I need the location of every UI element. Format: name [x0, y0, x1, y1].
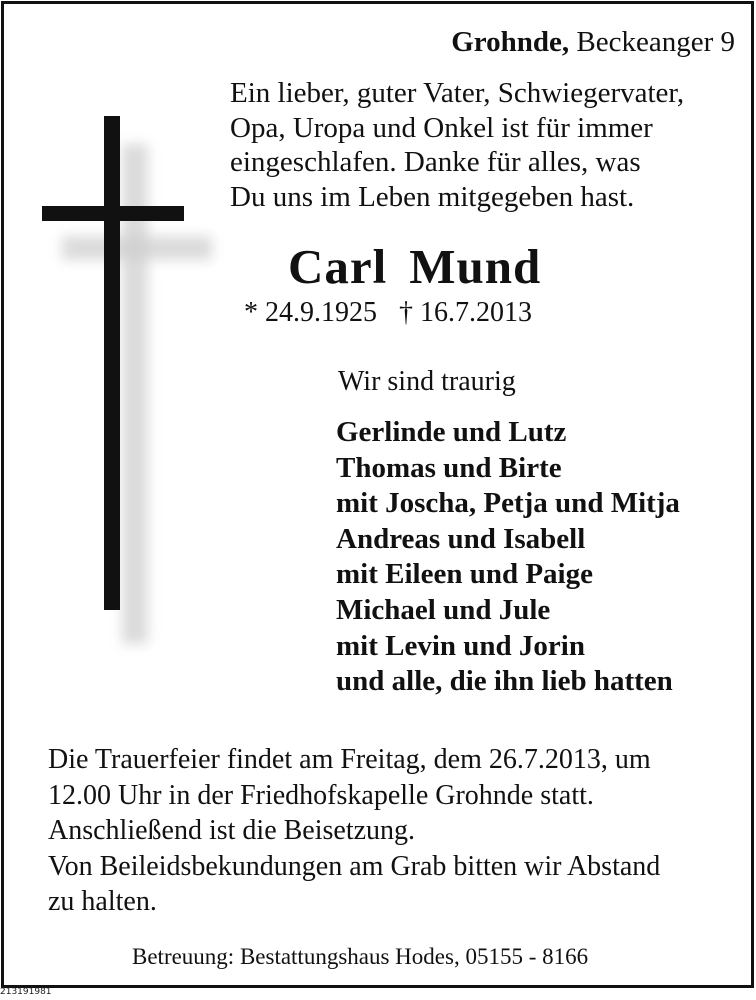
family-line: Michael und Jule: [336, 593, 551, 626]
address-street: Beckeanger 9: [576, 26, 735, 58]
notice-line: Anschließend ist die Beisetzung.: [48, 815, 416, 846]
death-date: 16.7.2013: [420, 297, 532, 328]
birth-date: * 24.9.1925: [244, 297, 377, 328]
intro-text: [230, 76, 684, 214]
intro-line: Opa, Uropa und Onkel ist für immer: [230, 111, 653, 144]
deceased-name: [288, 238, 541, 295]
family-line: und alle, die ihn lieb hatten: [336, 665, 673, 698]
family-line: Thomas und Birte: [336, 451, 562, 484]
family-line: mit Joscha, Petja und Mitja: [336, 487, 680, 520]
last-name: Mund: [409, 239, 542, 294]
ad-code: 213191981: [0, 987, 52, 997]
family-line: mit Levin und Jorin: [336, 629, 585, 662]
family-line: Andreas und Isabell: [336, 522, 586, 555]
mourning-line: Wir sind traurig: [338, 366, 516, 397]
life-dates: [244, 297, 532, 329]
death-symbol-icon: †: [399, 297, 413, 328]
notice-line: zu halten.: [48, 886, 157, 917]
funeral-notice: [48, 742, 660, 920]
notice-line: Die Trauerfeier findet am Freitag, dem 26.7.2013, um: [48, 744, 651, 775]
intro-line: Ein lieber, guter Vater, Schwiegervater,: [230, 77, 685, 109]
address-place: Grohnde,: [451, 26, 570, 58]
notice-line: 12.00 Uhr in der Friedhofskapelle Grohnde statt.: [48, 779, 594, 811]
intro-line: Du uns im Leben mitgegeben hast.: [230, 180, 635, 213]
family-line: mit Eileen und Paige: [336, 558, 593, 591]
family-list: [336, 415, 680, 700]
funeral-home-credit: Betreuung: Bestattungshaus Hodes, 05155 - 8166: [132, 944, 589, 969]
first-name: Carl: [288, 239, 388, 294]
family-line: Gerlinde und Lutz: [336, 416, 567, 448]
obituary-frame: [1, 1, 754, 988]
notice-line: Von Beileidsbekundungen am Grab bitten wir Abstand: [48, 850, 661, 882]
intro-line: eingeschlafen. Danke für alles, was: [230, 146, 641, 178]
address: [451, 26, 735, 59]
